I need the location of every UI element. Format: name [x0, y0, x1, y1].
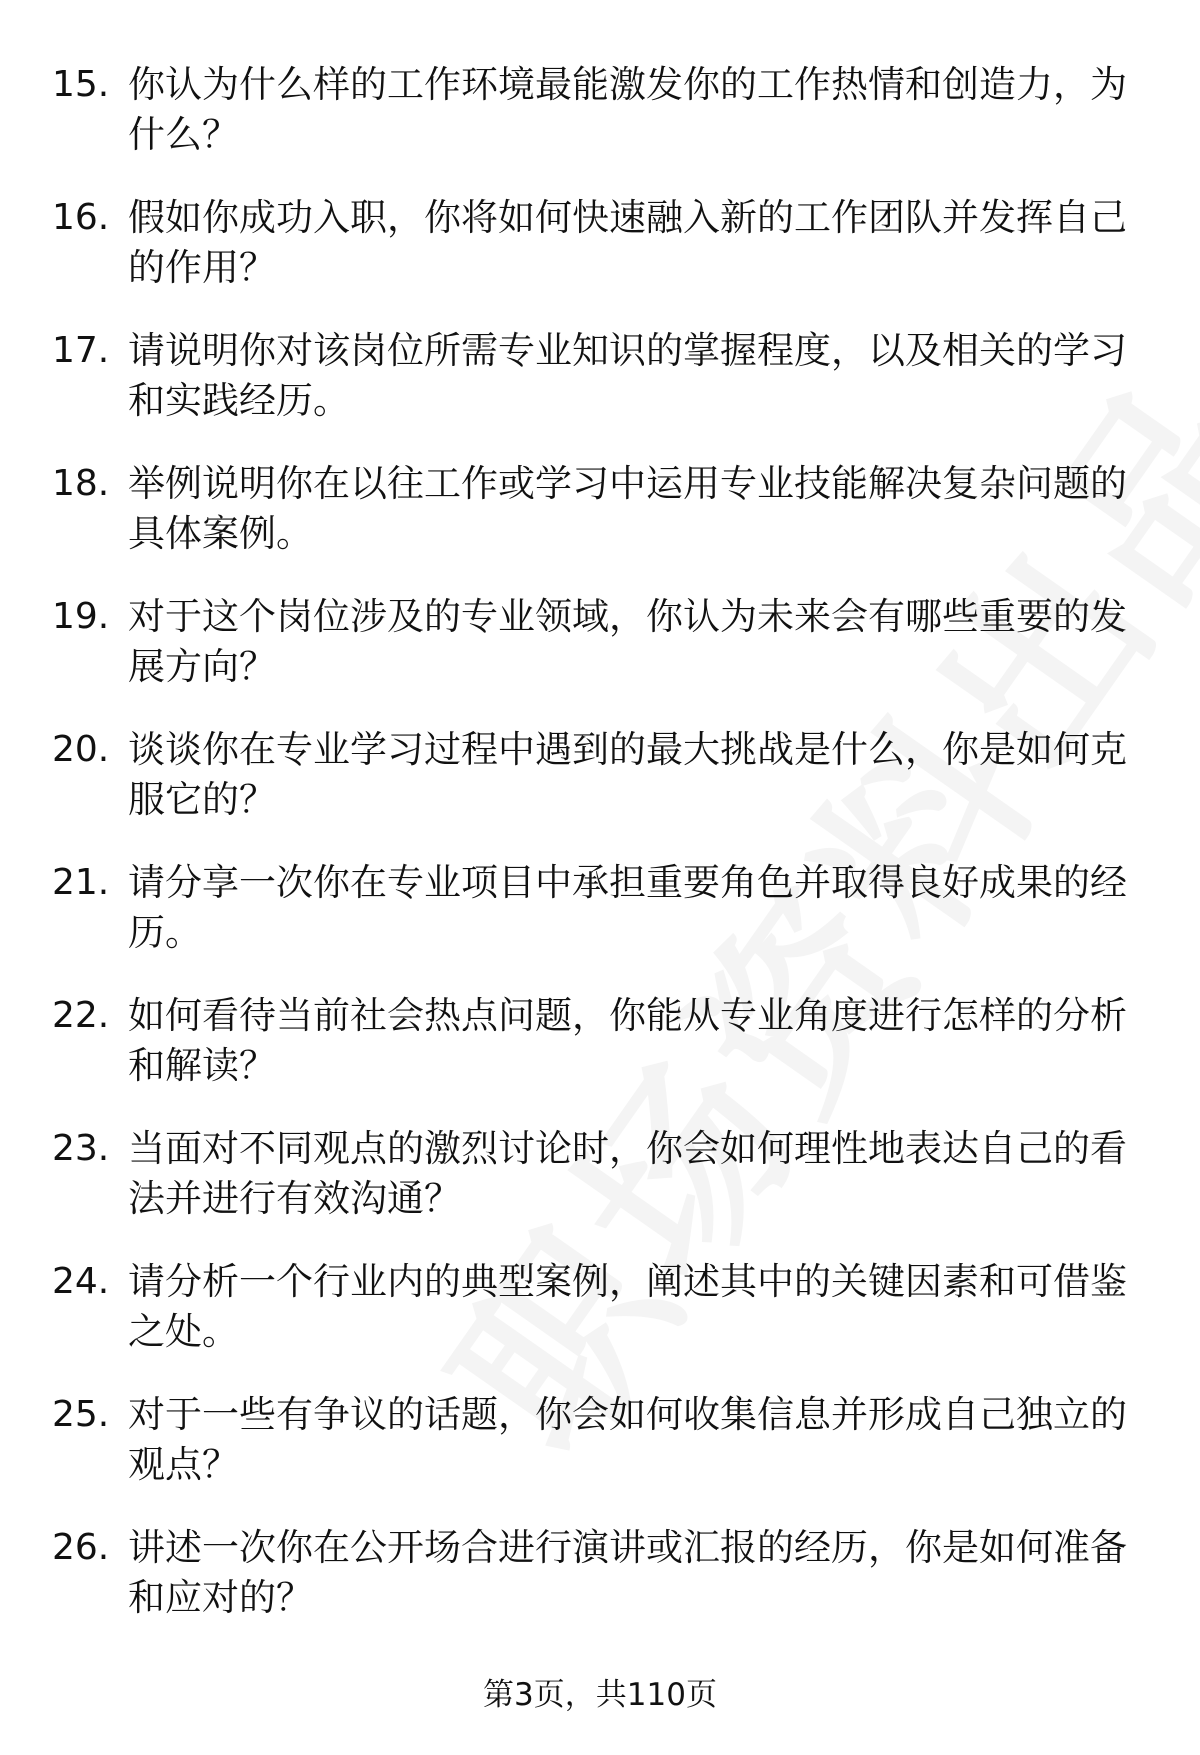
question-item [0, 725, 1200, 858]
question-item [0, 193, 1200, 326]
question-text: 如何看待当前社会热点问题，你能从专业角度进行怎样的分析和解读？ [128, 994, 1127, 1087]
question-number: 16. [52, 197, 110, 238]
question-text: 请分享一次你在专业项目中承担重要角色并取得良好成果的经历。 [128, 861, 1127, 954]
question-text: 对于一些有争议的话题，你会如何收集信息并形成自己独立的观点？ [128, 1393, 1127, 1486]
question-text: 假如你成功入职，你将如何快速融入新的工作团队并发挥自己的作用？ [128, 196, 1127, 289]
question-text: 举例说明你在以往工作或学习中运用专业技能解决复杂问题的具体案例。 [128, 462, 1127, 555]
question-item [0, 592, 1200, 725]
question-number: 19. [52, 596, 110, 637]
question-text: 当面对不同观点的激烈讨论时，你会如何理性地表达自己的看法并进行有效沟通？ [128, 1127, 1127, 1220]
question-item [0, 1523, 1200, 1656]
question-item [0, 991, 1200, 1124]
question-number: 17. [52, 330, 110, 371]
question-number: 20. [52, 729, 110, 770]
question-number: 23. [52, 1128, 110, 1169]
question-number: 21. [52, 862, 110, 903]
question-item [0, 858, 1200, 991]
question-text: 讲述一次你在公开场合进行演讲或汇报的经历，你是如何准备和应对的？ [128, 1526, 1127, 1619]
page-number-label: 第3页，共110页 [483, 1677, 717, 1713]
question-number: 26. [52, 1527, 110, 1568]
question-text: 你认为什么样的工作环境最能激发你的工作热情和创造力，为什么？ [128, 63, 1127, 156]
question-item [0, 1257, 1200, 1390]
question-text: 谈谈你在专业学习过程中遇到的最大挑战是什么，你是如何克服它的？ [128, 728, 1127, 821]
question-number: 24. [52, 1261, 110, 1302]
question-text: 对于这个岗位涉及的专业领域，你认为未来会有哪些重要的发展方向？ [128, 595, 1127, 688]
question-number: 25. [52, 1394, 110, 1435]
question-item [0, 326, 1200, 459]
question-text: 请分析一个行业内的典型案例，阐述其中的关键因素和可借鉴之处。 [128, 1260, 1127, 1353]
question-item [0, 1124, 1200, 1257]
page-footer [0, 1673, 1200, 1717]
question-item [0, 459, 1200, 592]
question-number: 18. [52, 463, 110, 504]
question-list [0, 60, 1200, 1656]
question-number: 15. [52, 64, 110, 105]
question-text: 请说明你对该岗位所需专业知识的掌握程度，以及相关的学习和实践经历。 [128, 329, 1127, 422]
question-number: 22. [52, 995, 110, 1036]
question-item [0, 1390, 1200, 1523]
question-item [0, 60, 1200, 193]
